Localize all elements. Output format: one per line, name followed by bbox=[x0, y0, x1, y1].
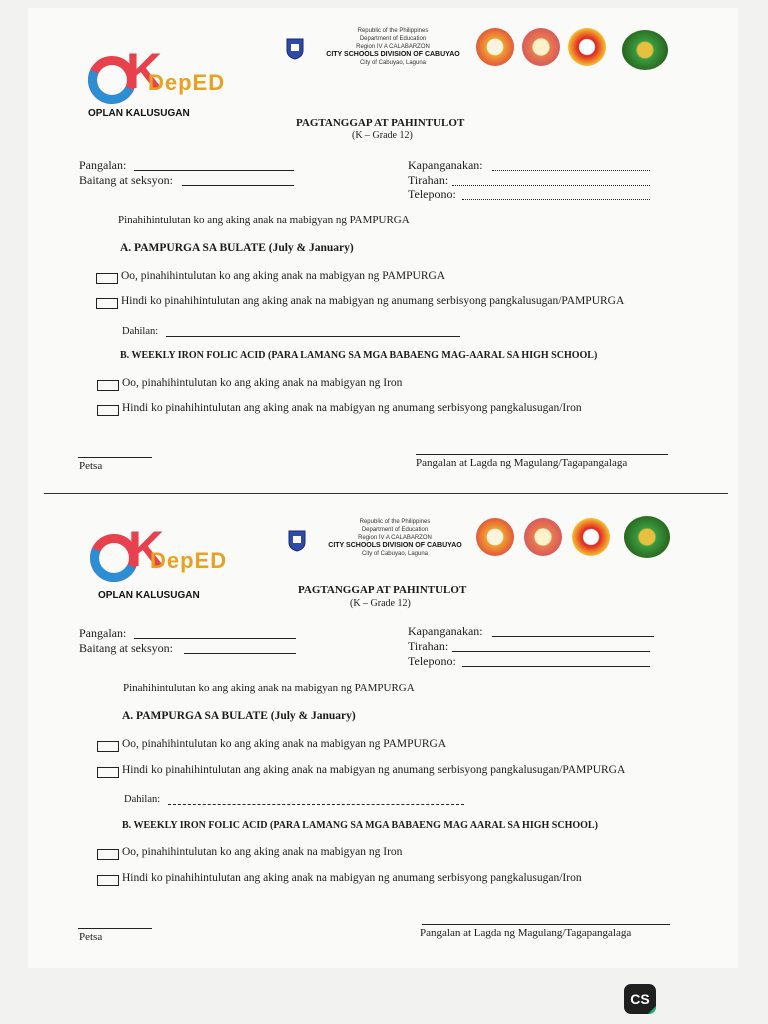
city-seal-icon bbox=[624, 516, 670, 558]
baitang-label: Baitang at seksyon: bbox=[79, 641, 173, 655]
section-b-heading: B. WEEKLY IRON FOLIC ACID (PARA LAMANG SA MGA BABAENG MAG AARAL SA HIGH SCHOOL) bbox=[122, 820, 598, 831]
gov-header: Republic of the Philippines Department of Education Region IV A CALABARZON CITY SCHOOLS DIVISION OF CABUYAO City of Cabuyao, Laguna bbox=[326, 28, 460, 66]
baitang-field[interactable] bbox=[182, 185, 294, 186]
intro-text: Pinahihintulutan ko ang aking anak na mabigyan ng PAMPURGA bbox=[118, 214, 410, 226]
deped-seal-icon bbox=[288, 530, 306, 552]
section-a-heading: A. PAMPURGA SA BULATE (July & January) bbox=[120, 242, 354, 254]
school-seal-icon bbox=[522, 28, 560, 66]
kapanganakan-field[interactable] bbox=[492, 636, 654, 637]
b-yes-checkbox[interactable] bbox=[97, 380, 119, 391]
school-seal-icon bbox=[476, 518, 514, 556]
a-yes-label: Oo, pinahihintulutan ko ang aking anak na mabigyan ng PAMPURGA bbox=[122, 738, 447, 750]
a-yes-label: Oo, pinahihintulutan ko ang aking anak na mabigyan ng PAMPURGA bbox=[121, 270, 446, 282]
b-yes-label: Oo, pinahihintulutan ko ang aking anak na mabigyan ng Iron bbox=[122, 846, 403, 858]
lagda-field[interactable] bbox=[416, 454, 668, 455]
dahilan-label: Dahilan: bbox=[122, 326, 159, 337]
form-title: PAGTANGGAP AT PAHINTULOT bbox=[298, 584, 467, 596]
kapanganakan-label: Kapanganakan: bbox=[408, 624, 483, 638]
baitang-field[interactable] bbox=[184, 653, 296, 654]
tirahan-label: Tirahan: bbox=[408, 639, 449, 653]
lagda-field[interactable] bbox=[422, 924, 670, 925]
camscanner-badge-icon: CS bbox=[624, 984, 656, 1014]
a-no-checkbox[interactable] bbox=[96, 298, 118, 309]
form-title: PAGTANGGAP AT PAHINTULOT bbox=[296, 117, 465, 129]
gov-header: Republic of the Philippines Department of Education Region IV A CALABARZON CITY SCHOOLS DIVISION OF CABUYAO City of Cabuyao, Laguna bbox=[328, 519, 462, 557]
section-a-heading: A. PAMPURGA SA BULATE (July & January) bbox=[122, 710, 356, 722]
section-b-heading: B. WEEKLY IRON FOLIC ACID (PARA LAMANG SA MGA BABAENG MAG-AARAL SA HIGH SCHOOL) bbox=[120, 350, 598, 361]
pangalan-label: Pangalan: bbox=[79, 626, 127, 640]
petsa-label: Petsa bbox=[79, 931, 103, 943]
school-seal-icon bbox=[568, 28, 606, 66]
b-no-label: Hindi ko pinahihintulutan ang aking anak na mabigyan ng anumang serbisyong pangkalusugan/Iron bbox=[122, 402, 582, 414]
tirahan-field[interactable] bbox=[452, 651, 650, 652]
baitang-label: Baitang at seksyon: bbox=[79, 173, 173, 187]
telepono-label: Telepono: bbox=[408, 654, 456, 668]
form-subtitle: (K – Grade 12) bbox=[350, 598, 411, 609]
school-seal-icon bbox=[524, 518, 562, 556]
b-yes-label: Oo, pinahihintulutan ko ang aking anak na mabigyan ng Iron bbox=[122, 377, 403, 389]
petsa-field[interactable] bbox=[78, 928, 152, 929]
city-seal-icon bbox=[622, 30, 668, 70]
b-yes-checkbox[interactable] bbox=[97, 849, 119, 860]
telepono-field[interactable] bbox=[462, 199, 650, 200]
a-yes-checkbox[interactable] bbox=[96, 273, 118, 284]
dahilan-field[interactable] bbox=[168, 804, 464, 805]
b-no-checkbox[interactable] bbox=[97, 875, 119, 886]
a-no-label: Hindi ko pinahihintulutan ang aking anak na mabigyan ng anumang serbisyong pangkalusugan/PAMPURGA bbox=[121, 295, 625, 307]
school-seal-icon bbox=[572, 518, 610, 556]
dahilan-field[interactable] bbox=[166, 336, 460, 337]
telepono-label: Telepono: bbox=[408, 187, 456, 201]
dahilan-label: Dahilan: bbox=[124, 794, 161, 805]
petsa-label: Petsa bbox=[79, 460, 103, 472]
form-subtitle: (K – Grade 12) bbox=[352, 130, 413, 141]
b-no-label: Hindi ko pinahihintulutan ang aking anak na mabigyan ng anumang serbisyong pangkalusugan/Iron bbox=[122, 872, 582, 884]
tirahan-field[interactable] bbox=[452, 185, 650, 186]
consent-form-2 bbox=[0, 470, 768, 943]
kapanganakan-field[interactable] bbox=[492, 170, 650, 171]
pangalan-field[interactable] bbox=[134, 170, 294, 171]
oplan-kalusugan-logo: K DepED OPLAN KALUSUGAN bbox=[90, 520, 240, 600]
deped-seal-icon bbox=[286, 38, 304, 60]
intro-text: Pinahihintulutan ko ang aking anak na mabigyan ng PAMPURGA bbox=[123, 682, 415, 694]
consent-form-1 bbox=[0, 0, 768, 470]
b-no-checkbox[interactable] bbox=[97, 405, 119, 416]
pangalan-label: Pangalan: bbox=[79, 158, 127, 172]
kapanganakan-label: Kapanganakan: bbox=[408, 158, 483, 172]
lagda-label: Pangalan at Lagda ng Magulang/Tagapangalaga bbox=[420, 927, 632, 939]
a-no-checkbox[interactable] bbox=[97, 767, 119, 778]
telepono-field[interactable] bbox=[462, 666, 650, 667]
petsa-field[interactable] bbox=[78, 457, 152, 458]
a-no-label: Hindi ko pinahihintulutan ang aking anak na mabigyan ng anumang serbisyong pangkalusugan/PAMPURGA bbox=[122, 764, 626, 776]
tirahan-label: Tirahan: bbox=[408, 173, 449, 187]
lagda-label: Pangalan at Lagda ng Magulang/Tagapangalaga bbox=[416, 457, 628, 469]
school-seal-icon bbox=[476, 28, 514, 66]
pangalan-field[interactable] bbox=[134, 638, 296, 639]
oplan-kalusugan-logo: K DepED OPLAN KALUSUGAN bbox=[88, 44, 238, 124]
a-yes-checkbox[interactable] bbox=[97, 741, 119, 752]
